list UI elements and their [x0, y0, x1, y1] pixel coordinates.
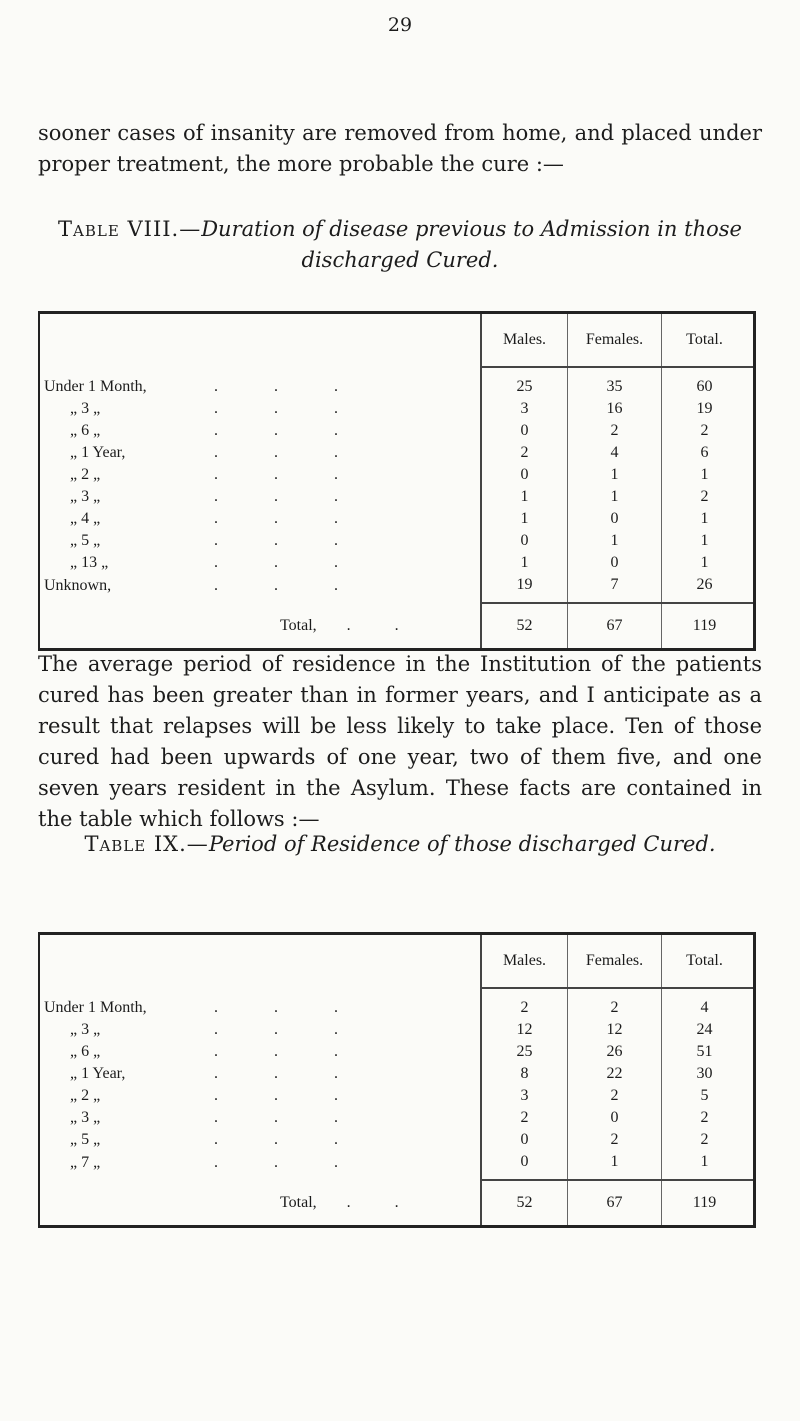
- row-label-cell: [40, 367, 481, 398]
- row-label-cell: [40, 464, 481, 486]
- table-row: [40, 1085, 753, 1107]
- males-cell: 1: [481, 486, 568, 508]
- table8-header-females: Females.: [568, 314, 662, 367]
- total-cell: 5: [662, 1085, 754, 1107]
- females-cell: 1: [568, 486, 662, 508]
- total-cell: 4: [662, 988, 754, 1019]
- females-cell: 7: [568, 574, 662, 603]
- males-cell: 0: [481, 1151, 568, 1180]
- table-row: [40, 464, 753, 486]
- females-cell: 1: [568, 530, 662, 552]
- total-dots: . .: [346, 1193, 419, 1211]
- row-label-cell: [40, 1151, 481, 1180]
- row-dots: . . .: [214, 1131, 364, 1148]
- females-cell: 12: [568, 1019, 662, 1041]
- total-cell: 26: [662, 574, 754, 603]
- row-label: „ 6 „: [70, 1043, 101, 1060]
- total-label: Total,: [280, 616, 317, 634]
- males-cell: 0: [481, 530, 568, 552]
- page-number: 29: [387, 14, 413, 36]
- table9-header-males: Males.: [481, 935, 568, 988]
- row-label: „ 5 „: [70, 532, 101, 549]
- row-label: „ 3 „: [70, 400, 101, 417]
- total-females-cell: 67: [568, 1180, 662, 1225]
- total-cell: 51: [662, 1041, 754, 1063]
- females-cell: 26: [568, 1041, 662, 1063]
- total-label-cell: [40, 603, 481, 648]
- row-dots: . . .: [214, 422, 364, 439]
- row-dots: . . .: [214, 1021, 364, 1038]
- total-total-cell: 119: [662, 603, 754, 648]
- row-label-cell: [40, 1085, 481, 1107]
- row-dots: . . .: [214, 998, 364, 1016]
- row-label: „ 3 „: [70, 1109, 101, 1126]
- total-label-cell: [40, 1180, 481, 1225]
- row-label: „ 1 Year,: [70, 444, 126, 461]
- table-row: [40, 442, 753, 464]
- females-cell: 16: [568, 398, 662, 420]
- row-label-cell: [40, 486, 481, 508]
- total-cell: 1: [662, 464, 754, 486]
- intro-paragraph: sooner cases of insanity are removed from home, and placed under proper treatment, the more probable the cure :—: [38, 121, 762, 176]
- total-cell: 1: [662, 1151, 754, 1180]
- males-cell: 0: [481, 420, 568, 442]
- row-label: „ 13 „: [70, 554, 109, 571]
- total-total-cell: 119: [662, 1180, 754, 1225]
- table8: [38, 311, 756, 651]
- females-cell: 0: [568, 508, 662, 530]
- table9-header-blank: [40, 935, 481, 988]
- table-row: [40, 1019, 753, 1041]
- total-cell: 1: [662, 508, 754, 530]
- row-label-cell: [40, 420, 481, 442]
- row-label: „ 6 „: [70, 422, 101, 439]
- row-dots: . . .: [214, 444, 364, 461]
- row-label-cell: [40, 1107, 481, 1129]
- table-row: [40, 486, 753, 508]
- females-cell: 22: [568, 1063, 662, 1085]
- table-row: [40, 420, 753, 442]
- row-label-cell: [40, 1063, 481, 1085]
- males-cell: 3: [481, 398, 568, 420]
- row-label: „ 2 „: [70, 466, 101, 483]
- table-row: [40, 508, 753, 530]
- table-row: [40, 1151, 753, 1180]
- table8-lead: Table VIII.—: [58, 217, 202, 241]
- table9-title: Period of Residence of those discharged Cured.: [208, 832, 716, 856]
- females-cell: 2: [568, 420, 662, 442]
- total-cell: 2: [662, 1129, 754, 1151]
- row-label: „ 7 „: [70, 1153, 101, 1171]
- total-cell: 2: [662, 420, 754, 442]
- table9-header-row: [40, 935, 753, 988]
- total-cell: 19: [662, 398, 754, 420]
- males-cell: 2: [481, 442, 568, 464]
- table9: [38, 932, 756, 1228]
- table8-header-blank: [40, 314, 481, 367]
- total-row: [40, 1180, 753, 1225]
- row-label-cell: [40, 1041, 481, 1063]
- males-cell: 12: [481, 1019, 568, 1041]
- row-dots: . . .: [214, 1065, 364, 1082]
- males-cell: 1: [481, 552, 568, 574]
- total-row: [40, 603, 753, 648]
- row-label: Unknown,: [44, 576, 112, 594]
- row-dots: . . .: [214, 400, 364, 417]
- females-cell: 4: [568, 442, 662, 464]
- table8-title: Duration of disease previous to Admission in those discharged Cured.: [201, 217, 742, 272]
- males-cell: 2: [481, 1107, 568, 1129]
- total-males-cell: 52: [481, 603, 568, 648]
- row-label-cell: [40, 442, 481, 464]
- row-dots: . . .: [214, 377, 364, 395]
- table9-header-total: Total.: [662, 935, 754, 988]
- row-label-cell: [40, 1129, 481, 1151]
- total-cell: 6: [662, 442, 754, 464]
- row-dots: . . .: [214, 554, 364, 571]
- males-cell: 0: [481, 464, 568, 486]
- total-cell: 60: [662, 367, 754, 398]
- row-label: „ 3 „: [70, 488, 101, 505]
- row-label-cell: [40, 530, 481, 552]
- row-dots: . . .: [214, 488, 364, 505]
- row-dots: . . .: [214, 576, 364, 594]
- row-dots: . . .: [214, 1153, 364, 1171]
- total-females-cell: 67: [568, 603, 662, 648]
- table-row: [40, 574, 753, 603]
- total-cell: 2: [662, 486, 754, 508]
- total-dots: . .: [346, 616, 419, 634]
- females-cell: 1: [568, 1151, 662, 1180]
- table8-caption: [38, 214, 762, 276]
- row-dots: . . .: [214, 1109, 364, 1126]
- table-row: [40, 988, 753, 1019]
- row-label: „ 5 „: [70, 1131, 101, 1148]
- row-label: Under 1 Month,: [44, 377, 147, 395]
- row-label-cell: [40, 988, 481, 1019]
- table-row: [40, 1041, 753, 1063]
- females-cell: 2: [568, 988, 662, 1019]
- table-row: [40, 367, 753, 398]
- row-label-cell: [40, 398, 481, 420]
- females-cell: 2: [568, 1085, 662, 1107]
- row-label: „ 1 Year,: [70, 1065, 126, 1082]
- row-dots: . . .: [214, 532, 364, 549]
- row-dots: . . .: [214, 510, 364, 527]
- total-label: Total,: [280, 1193, 317, 1211]
- total-cell: 1: [662, 530, 754, 552]
- table-row: [40, 552, 753, 574]
- total-cell: 1: [662, 552, 754, 574]
- males-cell: 25: [481, 367, 568, 398]
- females-cell: 35: [568, 367, 662, 398]
- females-cell: 0: [568, 1107, 662, 1129]
- males-cell: 2: [481, 988, 568, 1019]
- total-cell: 24: [662, 1019, 754, 1041]
- row-label-cell: [40, 552, 481, 574]
- table-row: [40, 398, 753, 420]
- males-cell: 3: [481, 1085, 568, 1107]
- row-label-cell: [40, 574, 481, 603]
- total-males-cell: 52: [481, 1180, 568, 1225]
- row-label: Under 1 Month,: [44, 998, 147, 1016]
- total-cell: 30: [662, 1063, 754, 1085]
- table-row: [40, 1107, 753, 1129]
- table9-caption: [38, 829, 762, 860]
- females-cell: 1: [568, 464, 662, 486]
- males-cell: 0: [481, 1129, 568, 1151]
- males-cell: 8: [481, 1063, 568, 1085]
- row-label: „ 4 „: [70, 510, 101, 527]
- table-row: [40, 1129, 753, 1151]
- males-cell: 1: [481, 508, 568, 530]
- females-cell: 0: [568, 552, 662, 574]
- row-dots: . . .: [214, 466, 364, 483]
- table9-lead: Table IX.—: [84, 832, 209, 856]
- table-row: [40, 1063, 753, 1085]
- row-label-cell: [40, 508, 481, 530]
- row-dots: . . .: [214, 1087, 364, 1104]
- males-cell: 25: [481, 1041, 568, 1063]
- row-dots: . . .: [214, 1043, 364, 1060]
- middle-paragraph: The average period of residence in the Institution of the patients cured has been greater than in former years, and I anticipate as a result that relapses will be less likely to take place. Ten of those cured had been upwards of one year, two of them five, and one seven years resident in the Asylum. These facts are contained in the table which follows :—: [38, 652, 762, 831]
- females-cell: 2: [568, 1129, 662, 1151]
- row-label: „ 3 „: [70, 1021, 101, 1038]
- table9-header-females: Females.: [568, 935, 662, 988]
- table8-header-males: Males.: [481, 314, 568, 367]
- row-label-cell: [40, 1019, 481, 1041]
- males-cell: 19: [481, 574, 568, 603]
- total-cell: 2: [662, 1107, 754, 1129]
- row-label: „ 2 „: [70, 1087, 101, 1104]
- table8-header-total: Total.: [662, 314, 754, 367]
- table-row: [40, 530, 753, 552]
- table8-header-row: [40, 314, 753, 367]
